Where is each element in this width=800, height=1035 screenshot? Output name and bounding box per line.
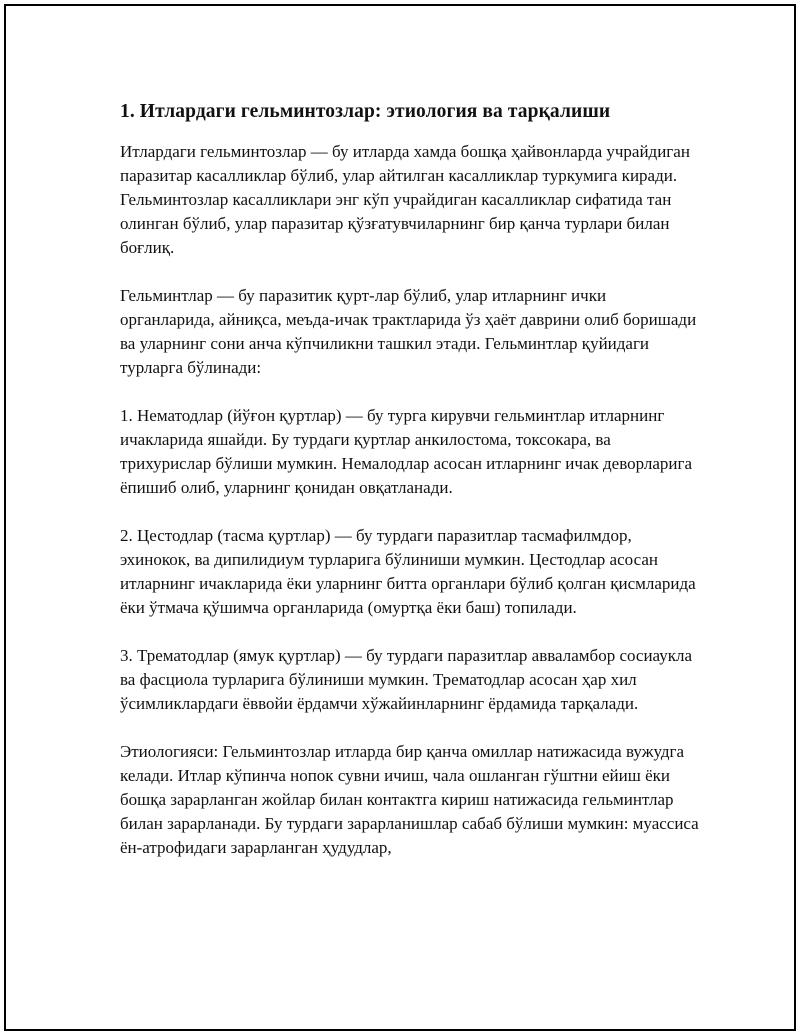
document-page	[4, 4, 796, 1031]
paragraph-etiology: Этиологияси: Гельминтозлар итларда бир қанча омиллар натижасида вужудга келади. Итлар кўпинча нопок сувни ичиш, чала ошланган гўштни ейиш ёки бошқа зарарланган жойлар билан контактга кириш натижасида гельминтлар билан зарарланади. Бу турдаги зарарланишлар сабаб бўлиши мумкин: муассиса ён-атрофидаги зарарланган ҳудудлар,	[120, 742, 699, 857]
paragraph-nematodes: 1. Нематодлар (йўғон қуртлар) — бу турга кирувчи гельминтлар итларнинг ичакларида яшайди. Бу турдаги қуртлар анкилостома, токсокара, ва трихурислар бўлиши мумкин. Немалодлар асосан итларнинг ичак деворларига ёпишиб олиб, уларнинг қонидан овқатланади.	[120, 406, 693, 497]
paragraph-cestodes: 2. Цестодлар (тасма қуртлар) — бу турдаги паразитлар тасмафилмдор, эхинокок, ва дипилидиум турларига бўлиниши мумкин. Цестодлар асосан итларнинг ичакларида ёки уларнинг битта органлари бўлиб қолган қисмларида ёки ўтмача қўшимча органларида (омуртқа ёки баш) топилади.	[120, 526, 696, 617]
paragraph-intro: Итлардаги гельминтозлар — бу итларда хамда бошқа ҳайвонларда учрайдиган паразитар касалликлар бўлиб, улар айтилган касалликлар туркумига киради. Гельминтозлар касалликлари энг кўп учрайдиган касалликлар сифатида тан олинган бўлиб, улар паразитар қўзғатувчиларнинг бир қанча турлари билан боғлиқ.	[120, 142, 690, 257]
paragraph-helminths: Гельминтлар — бу паразитик қурт-лар бўлиб, улар итларнинг ички органларида, айниқса, меъда-ичак трактларида ўз ҳаёт даврини олиб боришади ва уларнинг сони анча кўпчиликни ташкил этади. Гельминтлар қуйидаги турларга бўлинади:	[120, 286, 697, 377]
document-title: 1. Итлардаги гельминтозлар: этиология ва тарқалиши	[120, 101, 611, 122]
document-content	[120, 98, 700, 884]
paragraph-trematodes: 3. Трематодлар (ямук қуртлар) — бу турдаги паразитлар авваламбор сосиаукла ва фасциола турларига бўлиниши мумкин. Трематодлар асосан ҳар хил ўсимликлардаги ёввойи ёрдамчи хўжайинларнинг ёрдамида тарқалади.	[120, 646, 693, 713]
